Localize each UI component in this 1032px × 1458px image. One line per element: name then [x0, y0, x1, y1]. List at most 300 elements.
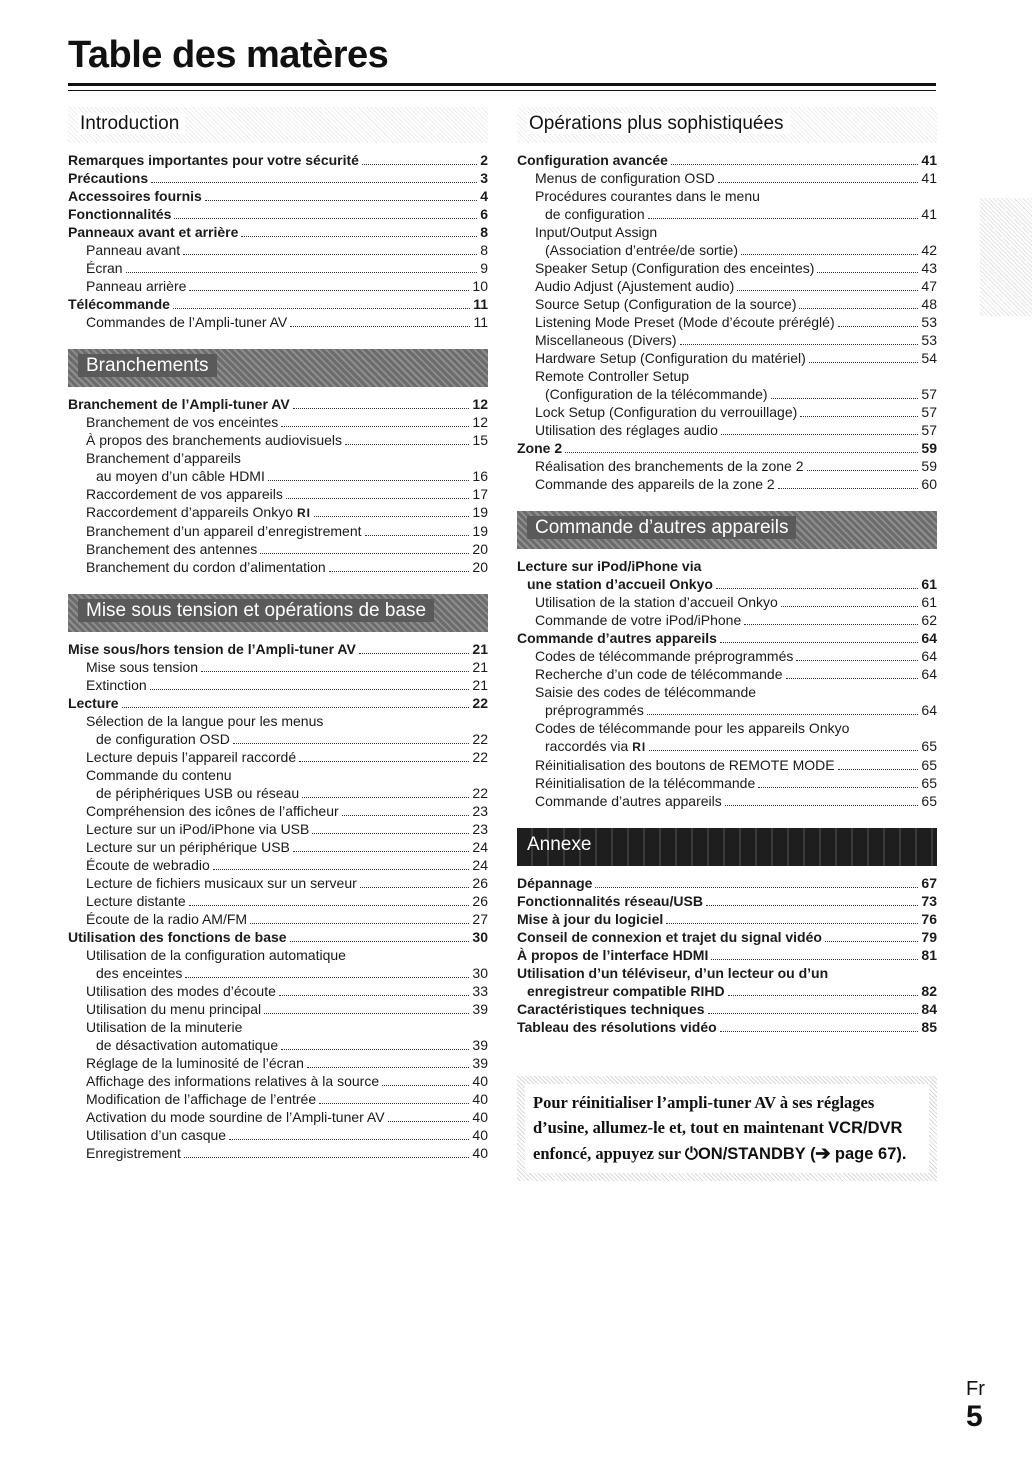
toc-leader-dots: [173, 308, 470, 309]
toc-entry[interactable]: [517, 928, 937, 946]
toc-entry-page: 39: [472, 1001, 488, 1017]
toc-entry-page: 27: [472, 911, 488, 927]
toc-entry[interactable]: [517, 701, 937, 719]
toc-entry-title: Conseil de connexion et trajet du signal vidéo: [517, 929, 822, 945]
right-column-sections: [517, 107, 937, 1036]
toc-entry[interactable]: [517, 223, 937, 241]
toc-leader-dots: [229, 1139, 469, 1140]
toc-entry-title: une station d’accueil Onkyo: [527, 576, 713, 592]
toc-entry[interactable]: [517, 874, 937, 892]
toc-leader-dots: [648, 218, 919, 219]
toc-entry-title: Branchement du cordon d’alimentation: [86, 559, 326, 575]
toc-entry-title: Input/Output Assign: [535, 224, 658, 240]
section-heading-label: Mise sous tension et opérations de base: [78, 599, 434, 622]
toc-entry-page: 41: [921, 152, 937, 168]
toc-entry[interactable]: [517, 457, 937, 475]
toc-entry[interactable]: [517, 774, 937, 792]
toc-entry[interactable]: [517, 611, 937, 629]
section-heading: [68, 349, 488, 387]
toc-leader-dots: [268, 480, 470, 481]
toc-entry[interactable]: [517, 277, 937, 295]
toc-entry-title: de désactivation automatique: [96, 1037, 279, 1053]
toc-entry-page: 30: [472, 929, 488, 945]
toc-entry-page: 11: [473, 314, 488, 330]
toc-entry-page: 76: [921, 911, 937, 927]
toc-entry[interactable]: [68, 910, 488, 928]
toc-leader-dots: [183, 254, 477, 255]
toc-entry[interactable]: [68, 1000, 488, 1018]
toc-entry-page: 10: [472, 278, 488, 294]
toc-entry[interactable]: [517, 665, 937, 683]
toc-leader-dots: [838, 326, 919, 327]
toc-entry-title: de périphériques USB ou réseau: [96, 785, 300, 801]
toc-leader-dots: [189, 905, 470, 906]
toc-entry[interactable]: [68, 1108, 488, 1126]
toc-entry-title: Branchement des antennes: [86, 541, 258, 557]
toc-entry[interactable]: [517, 683, 937, 701]
toc-entry-title: Utilisation du menu principal: [86, 1001, 262, 1017]
toc-entry-title: Écran: [86, 260, 123, 276]
toc-entry[interactable]: [517, 421, 937, 439]
toc-entry[interactable]: [68, 982, 488, 1000]
toc-entry-title: À propos de l’interface HDMI: [517, 947, 709, 963]
toc-entry-page: 41: [921, 206, 937, 222]
toc-entry[interactable]: [517, 1000, 937, 1018]
toc-entry-title: Utilisation de la minuterie: [86, 1019, 243, 1035]
toc-entry-page: 57: [921, 404, 937, 420]
toc-entry[interactable]: [517, 792, 937, 810]
toc-leader-dots: [362, 164, 477, 165]
toc-entry[interactable]: [517, 737, 937, 756]
toc-entry-title: Miscellaneous (Divers): [535, 332, 677, 348]
toc-entry-page: 8: [480, 224, 488, 240]
toc-leader-dots: [319, 1103, 469, 1104]
toc-entry[interactable]: [68, 1144, 488, 1162]
toc-entry[interactable]: [517, 982, 937, 1000]
toc-entry[interactable]: [68, 946, 488, 964]
section-heading: [517, 828, 937, 866]
toc-entry[interactable]: [68, 241, 488, 259]
toc-entry[interactable]: [68, 784, 488, 802]
toc-entry[interactable]: [517, 331, 937, 349]
section-heading: [517, 511, 937, 549]
toc-entry[interactable]: [68, 1036, 488, 1054]
toc-leader-dots: [233, 743, 470, 744]
toc-entry-page: 39: [472, 1055, 488, 1071]
toc-entry-page: 22: [472, 731, 488, 747]
toc-leader-dots: [205, 200, 477, 201]
toc-entry-page: 39: [472, 1037, 488, 1053]
toc-entry[interactable]: [68, 431, 488, 449]
note-page-ref: (➔ page 67).: [805, 1145, 907, 1163]
toc-entry-page: 53: [921, 332, 937, 348]
toc-leader-dots: [290, 941, 470, 942]
page-title: Table des matères: [68, 34, 389, 76]
toc-entry-page: 26: [472, 893, 488, 909]
section-heading-label: Commande d’autres appareils: [527, 516, 796, 539]
toc-entry[interactable]: [517, 151, 937, 169]
toc-entry-page: 41: [921, 170, 937, 186]
toc-entry-page: 4: [480, 188, 488, 204]
toc-entry-page: 23: [472, 821, 488, 837]
toc-entry-page: 59: [921, 440, 937, 456]
toc-entry-title: Fonctionnalités: [68, 206, 172, 222]
toc-entry-page: 11: [473, 296, 488, 312]
ri-logo-icon: RI: [632, 740, 647, 754]
toc-entry-title: Audio Adjust (Ajustement audio): [535, 278, 735, 294]
toc-leader-dots: [825, 941, 918, 942]
toc-entry[interactable]: [68, 259, 488, 277]
toc-entry[interactable]: [68, 1090, 488, 1108]
right-column: [517, 107, 937, 1181]
toc-leader-dots: [299, 761, 469, 762]
toc-entry-title: Listening Mode Preset (Mode d’écoute préréglé): [535, 314, 835, 330]
toc-entry[interactable]: [68, 522, 488, 540]
toc-leader-dots: [671, 164, 919, 165]
toc-entry-title: Commande d’autres appareils: [517, 630, 717, 646]
toc-entry-page: 65: [921, 793, 937, 809]
toc-entry[interactable]: [68, 295, 488, 313]
toc-leader-dots: [807, 470, 919, 471]
toc-entry[interactable]: [517, 259, 937, 277]
toc-entry[interactable]: [68, 558, 488, 576]
toc-entry-title: Activation du mode sourdine de l’Ampli-tuner AV: [86, 1109, 385, 1125]
toc-leader-dots: [706, 905, 918, 906]
toc-entry-title: Lock Setup (Configuration du verrouillage): [535, 404, 798, 420]
toc-leader-dots: [708, 1013, 919, 1014]
toc-entry[interactable]: [68, 676, 488, 694]
toc-leader-dots: [721, 434, 919, 435]
section-heading-label: Branchements: [78, 354, 217, 377]
toc-leader-dots: [122, 707, 470, 708]
section-heading: [517, 107, 937, 143]
toc-entry[interactable]: [68, 1054, 488, 1072]
toc-entry-title: Écoute de webradio: [86, 857, 210, 873]
toc-leader-dots: [185, 977, 469, 978]
toc-entry[interactable]: [68, 892, 488, 910]
toc-entry[interactable]: [517, 557, 937, 575]
toc-leader-dots: [744, 624, 918, 625]
toc-entry-title: Réinitialisation des boutons de REMOTE MODE: [535, 757, 835, 773]
toc-entry[interactable]: [517, 367, 937, 385]
toc-entry[interactable]: [68, 485, 488, 503]
toc-entry[interactable]: [68, 658, 488, 676]
toc-entry[interactable]: [68, 413, 488, 431]
section-heading: [68, 107, 488, 143]
toc-entry-page: 22: [472, 785, 488, 801]
title-rule: [68, 83, 936, 86]
toc-entry-title: Remote Controller Setup: [535, 368, 690, 384]
toc-leader-dots: [781, 606, 919, 607]
toc-entry-page: 21: [472, 641, 488, 657]
toc-entry-title: Lecture: [68, 695, 119, 711]
toc-entry[interactable]: [68, 205, 488, 223]
toc-leader-dots: [771, 398, 919, 399]
ri-logo-icon: RI: [297, 506, 311, 520]
toc-entry[interactable]: [517, 349, 937, 367]
toc-entry-title: (Configuration de la télécommande): [545, 386, 768, 402]
toc-entry[interactable]: [517, 241, 937, 259]
toc-leader-dots: [360, 887, 470, 888]
toc-entry[interactable]: [517, 964, 937, 982]
toc-entry-page: 30: [472, 965, 488, 981]
toc-leader-dots: [711, 959, 918, 960]
toc-entry-title: Zone 2: [517, 440, 563, 456]
toc-entry[interactable]: [68, 856, 488, 874]
toc-leader-dots: [809, 362, 919, 363]
side-tab: [980, 198, 1032, 316]
toc-entry-title: Compréhension des icônes de l’afficheur: [86, 803, 339, 819]
toc-leader-dots: [786, 678, 919, 679]
toc-entry-title: Commande de votre iPod/iPhone: [535, 612, 742, 628]
toc-entry[interactable]: [517, 385, 937, 403]
toc-entry-page: 23: [472, 803, 488, 819]
note-button-on-standby: ON/STANDBY: [697, 1145, 806, 1163]
toc-leader-dots: [666, 923, 918, 924]
toc-entry-page: 48: [921, 296, 937, 312]
toc-entry[interactable]: [517, 910, 937, 928]
toc-entry[interactable]: [517, 439, 937, 457]
toc-leader-dots: [778, 488, 919, 489]
toc-leader-dots: [716, 588, 918, 589]
toc-entry-page: 43: [921, 260, 937, 276]
toc-leader-dots: [345, 444, 469, 445]
section-heading: [68, 594, 488, 632]
note-line-3: enfoncé, appuyez sur: [533, 1144, 685, 1163]
toc-entry-title: Réinitialisation de la télécommande: [535, 775, 756, 791]
toc-entry-title: Commande des appareils de la zone 2: [535, 476, 775, 492]
title-rule-thin: [68, 90, 936, 91]
toc-entry-title: Utilisation de la station d’accueil Onkyo: [535, 594, 778, 610]
toc-entry-page: 12: [472, 396, 488, 412]
toc-leader-dots: [126, 272, 478, 273]
toc-entry-page: 81: [921, 947, 937, 963]
toc-entry-page: 61: [921, 594, 937, 610]
toc-entry-page: 15: [472, 432, 488, 448]
toc-entry[interactable]: [68, 748, 488, 766]
toc-entry-title: Lecture distante: [86, 893, 186, 909]
toc-entry[interactable]: [68, 169, 488, 187]
toc-leader-dots: [718, 182, 919, 183]
toc-leader-dots: [150, 689, 470, 690]
toc-entry[interactable]: [517, 946, 937, 964]
toc-entry-page: 21: [472, 677, 488, 693]
toc-leader-dots: [817, 272, 918, 273]
toc-leader-dots: [737, 290, 918, 291]
left-column: [68, 107, 488, 1162]
toc-entry[interactable]: [68, 313, 488, 331]
toc-leader-dots: [184, 1157, 469, 1158]
toc-entry-title: enregistreur compatible RIHD: [527, 983, 725, 999]
note-line-2: d’usine, allumez-le et, tout en maintenant: [533, 1118, 829, 1137]
toc-entry-page: 64: [921, 630, 937, 646]
toc-entry[interactable]: [68, 730, 488, 748]
toc-entry-title: Utilisation des modes d’écoute: [86, 983, 276, 999]
toc-entry[interactable]: [517, 756, 937, 774]
toc-entry-title: (Association d’entrée/de sortie): [545, 242, 738, 258]
toc-entry-page: 61: [921, 576, 937, 592]
toc-leader-dots: [241, 236, 477, 237]
toc-entry-page: 19: [472, 523, 488, 539]
toc-entry[interactable]: [68, 766, 488, 784]
toc-entry[interactable]: [68, 838, 488, 856]
toc-entry[interactable]: [517, 629, 937, 647]
toc-entry[interactable]: [68, 449, 488, 467]
toc-leader-dots: [649, 750, 918, 751]
toc-entry-page: 60: [921, 476, 937, 492]
toc-entry-page: 40: [472, 1145, 488, 1161]
toc-entry-title: Commandes de l’Ampli-tuner AV: [86, 314, 288, 330]
toc-entry-title: Fonctionnalités réseau/USB: [517, 893, 703, 909]
toc-entry-title: Réalisation des branchements de la zone 2: [535, 458, 804, 474]
toc-leader-dots: [264, 1013, 469, 1014]
toc-entry-title: Raccordement d’appareils Onkyo: [86, 504, 293, 520]
toc-entry-title: Raccordement de vos appareils: [86, 486, 283, 502]
toc-entry-title: Lecture sur iPod/iPhone via: [517, 558, 702, 574]
toc-entry-page: 22: [472, 749, 488, 765]
toc-leader-dots: [281, 1049, 469, 1050]
toc-entry-title: Écoute de la radio AM/FM: [86, 911, 248, 927]
toc-entry-title: préprogrammés: [545, 702, 644, 718]
toc-entry[interactable]: [517, 187, 937, 205]
section-heading-label: Introduction: [78, 113, 185, 134]
toc-entry[interactable]: [68, 874, 488, 892]
toc-entry-title: Configuration avancée: [517, 152, 668, 168]
toc-entry-page: 67: [921, 875, 937, 891]
toc-entry[interactable]: [68, 802, 488, 820]
toc-entry[interactable]: [68, 928, 488, 946]
toc-entry[interactable]: [517, 1018, 937, 1036]
toc-entry-page: 42: [921, 242, 937, 258]
toc-entry[interactable]: [517, 295, 937, 313]
toc-entry-title: Télécommande: [68, 296, 170, 312]
toc-entry-title: Branchement de l’Ampli-tuner AV: [68, 396, 290, 412]
toc-entry-page: 40: [472, 1127, 488, 1143]
toc-entry-title: Mise à jour du logiciel: [517, 911, 664, 927]
toc-entry[interactable]: [68, 277, 488, 295]
toc-entry-title: Mise sous tension: [86, 659, 199, 675]
toc-entry-title: de configuration OSD: [96, 731, 230, 747]
page-number: 5: [966, 1400, 983, 1433]
note-button-vcr-dvr: VCR/DVR: [828, 1119, 903, 1137]
toc-entry-title: de configuration: [545, 206, 645, 222]
toc-entry-title: Utilisation des réglages audio: [535, 422, 718, 438]
toc-entry-title: Codes de télécommande pour les appareils Onkyo: [535, 720, 850, 736]
toc-entry[interactable]: [517, 169, 937, 187]
toc-entry-title: Recherche d’un code de télécommande: [535, 666, 783, 682]
toc-leader-dots: [201, 671, 469, 672]
toc-entry-title: Enregistrement: [86, 1145, 181, 1161]
toc-leader-dots: [281, 426, 469, 427]
toc-entry-title: Branchement d’appareils: [86, 450, 241, 466]
toc-entry[interactable]: [68, 187, 488, 205]
toc-leader-dots: [796, 660, 918, 661]
toc-entry[interactable]: [517, 205, 937, 223]
toc-entry-title: Utilisation d’un téléviseur, d’un lecteur ou d’un: [517, 965, 829, 981]
toc-entry-page: 65: [921, 757, 937, 773]
toc-entry[interactable]: [68, 540, 488, 558]
toc-entry-page: 24: [472, 839, 488, 855]
toc-leader-dots: [758, 787, 918, 788]
toc-entry-page: 22: [472, 695, 488, 711]
toc-entry[interactable]: [68, 964, 488, 982]
toc-entry-title: Accessoires fournis: [68, 188, 202, 204]
toc-entry[interactable]: [68, 395, 488, 413]
toc-leader-dots: [314, 516, 469, 517]
toc-entry[interactable]: [517, 313, 937, 331]
toc-entry-title: Panneau avant: [86, 242, 181, 258]
toc-entry-title: Lecture de fichiers musicaux sur un serveur: [86, 875, 357, 891]
toc-leader-dots: [286, 498, 470, 499]
toc-entry-title: Commande d’autres appareils: [535, 793, 722, 809]
toc-leader-dots: [741, 254, 918, 255]
toc-entry[interactable]: [68, 223, 488, 241]
toc-entry[interactable]: [68, 640, 488, 658]
toc-entry-title: Utilisation des fonctions de base: [68, 929, 287, 945]
toc-entry-page: 64: [921, 702, 937, 718]
toc-entry-title: Procédures courantes dans le menu: [535, 188, 760, 204]
toc-entry[interactable]: [68, 820, 488, 838]
toc-entry-page: 84: [921, 1001, 937, 1017]
toc-entry-title: Modification de l’affichage de l’entrée: [86, 1091, 317, 1107]
toc-entry-title: Sélection de la langue pour les menus: [86, 713, 324, 729]
toc-entry[interactable]: [517, 647, 937, 665]
toc-leader-dots: [647, 714, 919, 715]
toc-entry-title: Source Setup (Configuration de la source): [535, 296, 797, 312]
toc-entry[interactable]: [517, 593, 937, 611]
toc-entry[interactable]: [68, 1126, 488, 1144]
toc-leader-dots: [312, 833, 469, 834]
page-language: Fr: [966, 1378, 985, 1400]
toc-entry[interactable]: [68, 712, 488, 730]
toc-entry[interactable]: [68, 151, 488, 169]
toc-leader-dots: [382, 1085, 469, 1086]
toc-entry-page: 47: [921, 278, 937, 294]
toc-entry-title: Panneaux avant et arrière: [68, 224, 239, 240]
toc-entry-page: 20: [472, 541, 488, 557]
toc-leader-dots: [250, 923, 469, 924]
toc-entry-title: Saisie des codes de télécommande: [535, 684, 757, 700]
toc-leader-dots: [728, 995, 919, 996]
toc-entry[interactable]: [68, 503, 488, 522]
toc-leader-dots: [838, 769, 919, 770]
toc-entry[interactable]: [517, 892, 937, 910]
toc-entry[interactable]: [68, 1072, 488, 1090]
toc-entry-title: Réglage de la luminosité de l’écran: [86, 1055, 304, 1071]
toc-entry[interactable]: [68, 467, 488, 485]
toc-entry-page: 59: [921, 458, 937, 474]
toc-leader-dots: [329, 571, 470, 572]
toc-entry[interactable]: [517, 719, 937, 737]
toc-entry-page: 17: [472, 486, 488, 502]
toc-entry[interactable]: [68, 1018, 488, 1036]
toc-entry[interactable]: [517, 403, 937, 421]
toc-entry-title: Tableau des résolutions vidéo: [517, 1019, 717, 1035]
toc-entry-page: 9: [480, 260, 488, 276]
toc-entry-page: 2: [480, 152, 488, 168]
toc-entry-page: 85: [921, 1019, 937, 1035]
toc-entry[interactable]: [517, 575, 937, 593]
toc-leader-dots: [293, 851, 470, 852]
toc-entry-page: 40: [472, 1109, 488, 1125]
power-icon: ⏻: [684, 1145, 698, 1163]
toc-leader-dots: [388, 1121, 470, 1122]
toc-entry-page: 79: [921, 929, 937, 945]
section-heading-label: Opérations plus sophistiquées: [527, 113, 790, 134]
toc-entry[interactable]: [68, 694, 488, 712]
toc-leader-dots: [800, 416, 918, 417]
toc-entry[interactable]: [517, 475, 937, 493]
